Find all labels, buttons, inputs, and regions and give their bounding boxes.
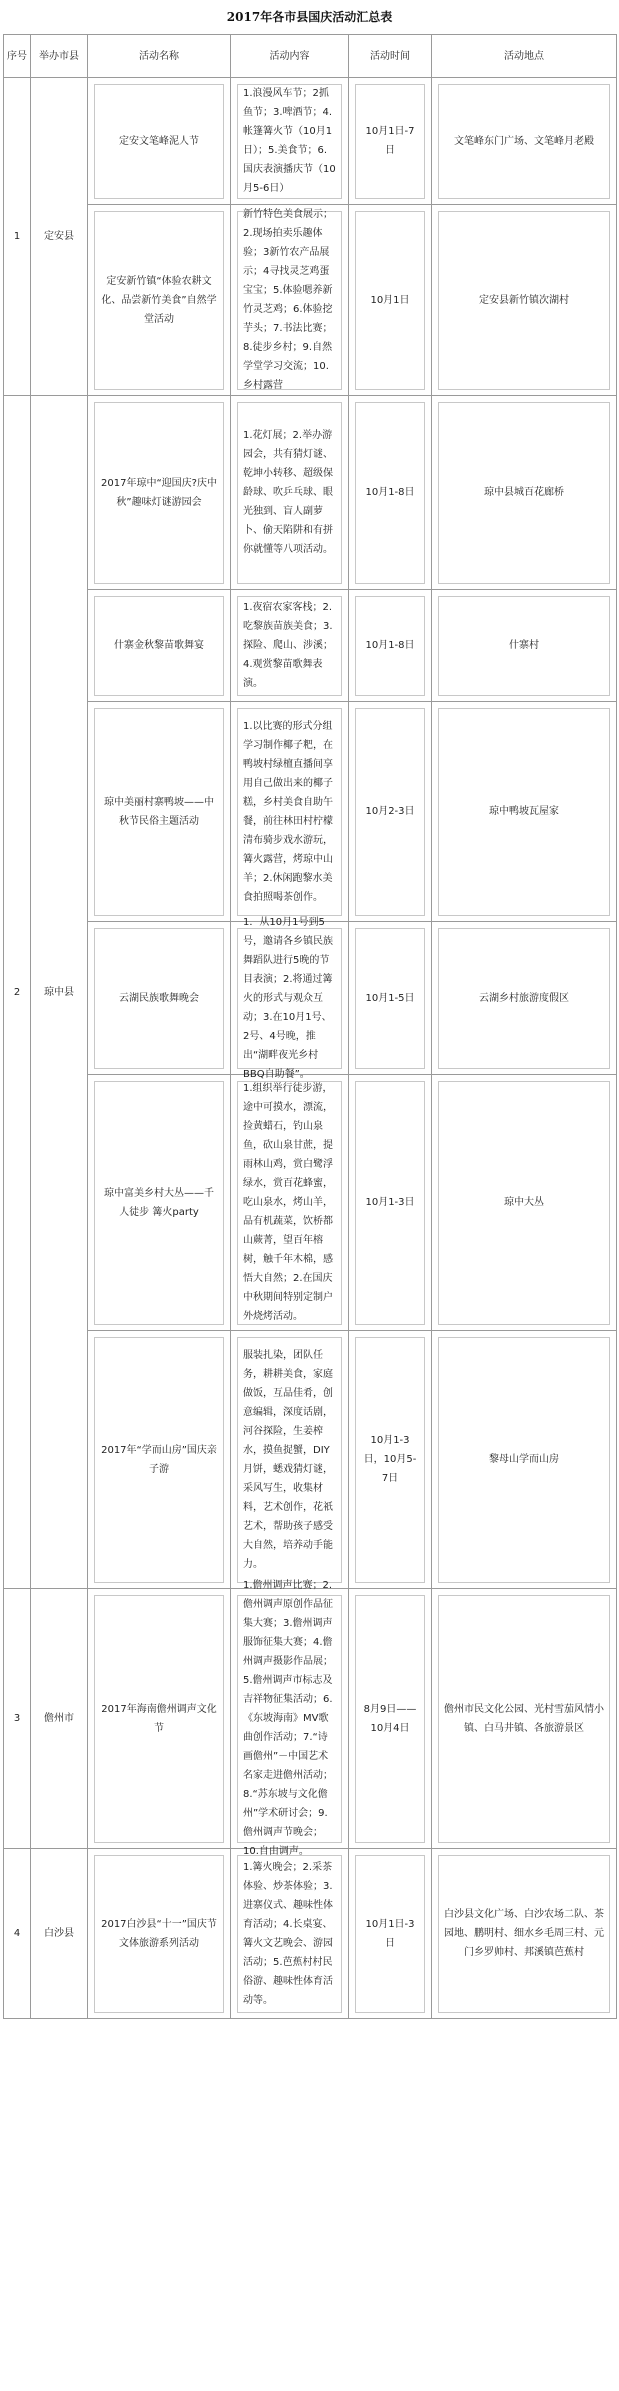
group-city: 定安县 xyxy=(31,78,88,396)
activity-name: 云湖民族歌舞晚会 xyxy=(94,928,224,1069)
activity-content: 1.以比赛的形式分组学习制作椰子粑，在鸭坡村绿檀直播间享用自己做出来的椰子糕，乡村美食自助午餐，前往林田村柠檬清布骑步戏水游玩，篝火露营，烤琼中山羊；2.休闲跑黎水美食拍照喝茶创作。 xyxy=(237,708,342,916)
activity-place: 云湖乡村旅游度假区 xyxy=(438,928,610,1069)
activity-time: 10月1-8日 xyxy=(355,596,425,696)
activity-name: 2017年琼中“迎国庆?庆中秋”趣味灯谜游园会 xyxy=(94,402,224,584)
table-row xyxy=(4,1075,617,1331)
header-content: 活动内容 xyxy=(231,35,349,78)
header-no: 序号 xyxy=(4,35,31,78)
activity-name: 2017年“学而山房”国庆亲子游 xyxy=(94,1337,224,1583)
activity-place: 定安县新竹镇次湖村 xyxy=(438,211,610,390)
activity-place: 白沙县文化广场、白沙农场二队、茶园地、鹏明村、细水乡毛周三村、元门乡罗帅村、邦溪镇芭蕉村 xyxy=(438,1855,610,2013)
activity-place: 琼中大丛 xyxy=(438,1081,610,1325)
activity-place: 儋州市民文化公园、光村雪茄风情小镇、白马井镇、各旅游景区 xyxy=(438,1595,610,1843)
activity-time: 10月1日-7日 xyxy=(355,84,425,199)
table-row xyxy=(4,590,617,702)
group-city: 儋州市 xyxy=(31,1589,88,1849)
activity-content: 1．从10月1号到5号，邀请各乡镇民族舞蹈队进行5晚的节目表演；2.将通过篝火的形式与观众互动；3.在10月1号、2号、4号晚，推出“湖畔夜光乡村BBQ自助餐”。 xyxy=(237,928,342,1069)
group-city: 琼中县 xyxy=(31,396,88,1589)
activity-place: 什寨村 xyxy=(438,596,610,696)
activity-content: 1.夜宿农家客栈；2.吃黎族苗族美食；3.探险、爬山、涉溪；4.观赏黎苗歌舞表演。 xyxy=(237,596,342,696)
activity-name: 什寨金秋黎苗歌舞宴 xyxy=(94,596,224,696)
activity-name: 琼中美丽村寨鸭坡——中秋节民俗主题活动 xyxy=(94,708,224,916)
activity-place: 文笔峰东门广场、文笔峰月老殿 xyxy=(438,84,610,199)
header-city: 举办市县 xyxy=(31,35,88,78)
activity-place: 琼中县城百花廊桥 xyxy=(438,402,610,584)
activity-time: 10月1-3日，10月5-7日 xyxy=(355,1337,425,1583)
activity-place: 琼中鸭坡瓦屋家 xyxy=(438,708,610,916)
activity-content: 新竹特色美食展示；2.现场拍卖乐趣体验；3新竹农产品展示；4寻找灵芝鸡蛋宝宝；5.体验嗯养新竹灵芝鸡；6.体验挖芋头；7.书法比赛；8.徒步乡村；9.自然学堂学习交流；10.乡村露营 xyxy=(237,211,342,390)
table-row xyxy=(4,1331,617,1589)
group-number: 2 xyxy=(4,396,31,1589)
group-number: 1 xyxy=(4,78,31,396)
activity-name: 定安新竹镇“体验农耕文化、品尝新竹美食”自然学堂活动 xyxy=(94,211,224,390)
group-city: 白沙县 xyxy=(31,1849,88,2019)
activity-content: 1.篝火晚会；2.采茶体验、炒茶体验；3.进寨仪式、趣味性体育活动；4.长桌宴、篝火文艺晚会、游园活动；5.芭蕉村村民俗游、趣味性体育活动等。 xyxy=(237,1855,342,2013)
table-row xyxy=(4,1589,617,1849)
activity-name: 定安文笔峰泥人节 xyxy=(94,84,224,199)
table-row xyxy=(4,922,617,1075)
activity-content: 1.组织举行徒步游，途中可摸水，漂流，捡黄蜡石，钓山泉鱼，砍山泉甘蔗，提雨林山鸡，赏白鹭浮绿水，赏百花蜂蜜，吃山泉水，烤山羊，品有机蔬菜，饮桥都山蕨菁，望百年榕树，触千年木棉，感悟大自然；2.在国庆中秋期间特别定制户外烧烤活动。 xyxy=(237,1081,342,1325)
header-place: 活动地点 xyxy=(432,35,617,78)
activity-time: 10月2-3日 xyxy=(355,708,425,916)
activity-content: 1.儋州调声比赛；2.儋州调声原创作品征集大赛；3.儋州调声服饰征集大赛；4.儋州调声摄影作品展；5.儋州调声市标志及吉祥物征集活动；6.《东坡海南》MV歌曲创作活动；7.“诗画儋州”－中国艺术名家走进儋州活动；8.“苏东坡与文化儋州”学术研讨会；9.儋州调声节晚会；10.自由调声。 xyxy=(237,1595,342,1843)
activity-content: 服装扎染，团队任务，耕耕美食，家庭做饭，互品佳肴，创意编辑，深度话剧，河谷探险，生姜榨水，摸鱼捉蟹，DIY月饼，蟋戏猜灯谜，采风写生，收集材料，艺术创作，花祇艺术，帮助孩子感受大自然，培养动手能力。 xyxy=(237,1337,342,1583)
activity-name: 2017年海南儋州调声文化节 xyxy=(94,1595,224,1843)
activity-time: 8月9日——10月4日 xyxy=(355,1595,425,1843)
activity-name: 2017白沙县“十一”国庆节文体旅游系列活动 xyxy=(94,1855,224,2013)
table-row xyxy=(4,78,617,205)
activity-summary-table xyxy=(3,34,617,2019)
activity-time: 10月1-8日 xyxy=(355,402,425,584)
activity-time: 10月1日 xyxy=(355,211,425,390)
header-name: 活动名称 xyxy=(88,35,231,78)
activity-content: 1.花灯展；2.举办游园会，共有猜灯谜、乾坤小转移、超级保龄球、吹乒乓球、眼光独到、盲人副萝卜、偷天陷阱和有拼你就懂等八项活动。 xyxy=(237,402,342,584)
header-row xyxy=(4,35,617,78)
group-number: 4 xyxy=(4,1849,31,2019)
activity-name: 琼中富美乡村大丛——千人徒步 篝火party xyxy=(94,1081,224,1325)
activity-place: 黎母山学而山房 xyxy=(438,1337,610,1583)
table-title: 2017年各市县国庆活动汇总表 xyxy=(226,10,393,24)
activity-time: 10月1日-3日 xyxy=(355,1855,425,2013)
table-row xyxy=(4,396,617,590)
activity-time: 10月1-5日 xyxy=(355,928,425,1069)
table-row xyxy=(4,1849,617,2019)
table-row xyxy=(4,702,617,922)
group-number: 3 xyxy=(4,1589,31,1849)
activity-content: 1.浪漫风车节；2抓鱼节；3.啤酒节；4.帐篷篝火节（10月1日）；5.美食节；6.国庆表演播庆节（10月5-6日） xyxy=(237,84,342,199)
table-row xyxy=(4,205,617,396)
activity-time: 10月1-3日 xyxy=(355,1081,425,1325)
header-time: 活动时间 xyxy=(349,35,432,78)
